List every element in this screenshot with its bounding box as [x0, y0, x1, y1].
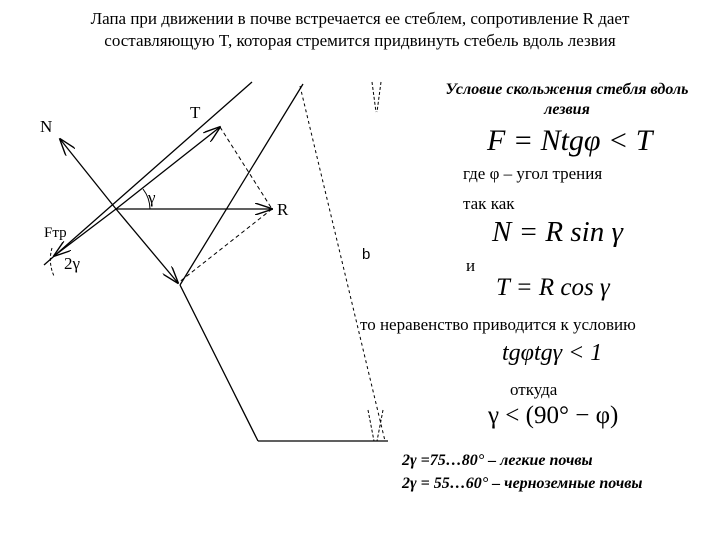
label-Ftr: Fтр	[44, 225, 67, 241]
inequality-text: то неравенство приводится к условию	[360, 315, 636, 334]
label-N: N	[40, 117, 53, 136]
force-N-reversed-vector	[116, 209, 178, 283]
force-N-vector	[60, 139, 116, 209]
formula-sliding-condition: F = Ntgφ < T	[487, 124, 653, 157]
dashed-stem-line	[300, 86, 385, 441]
result-light-soils: 2γ =75…80° – легкие почвы	[402, 452, 593, 469]
blade-line-upper	[44, 82, 252, 265]
condition-heading: Условие скольжения стебля вдоль лезвия	[445, 81, 689, 118]
formula-gamma-limit: γ < (90° − φ)	[488, 402, 619, 429]
label-b: b	[362, 246, 371, 263]
label-R: R	[277, 200, 289, 219]
result-chernozem-soils: 2γ = 55…60° – черноземные почвы	[402, 475, 643, 492]
label-T: T	[190, 103, 201, 122]
tick-bottom	[368, 410, 383, 441]
label-two-gamma: 2γ	[64, 254, 81, 273]
title-line-2: составляющую T, которая стремится придвинуть стебель вдоль лезвия	[104, 31, 616, 50]
formula-tg-product: tgφtgγ < 1	[502, 340, 603, 366]
label-gamma: γ	[148, 188, 156, 207]
title-line-1: Лапа при движении в почве встречается ее стеблем, сопротивление R дает	[90, 9, 630, 28]
where-text: где φ – угол трения	[463, 164, 603, 183]
dashed-R-to-end	[178, 209, 272, 283]
formula-T: T = R cos γ	[496, 274, 610, 301]
tick-top	[372, 82, 381, 112]
two-gamma-arc	[50, 248, 54, 276]
whence-text: откуда	[510, 380, 558, 399]
force-T-vector	[116, 127, 220, 209]
since-text: так как	[463, 194, 515, 213]
stem-line	[180, 285, 258, 441]
formula-N: N = R sin γ	[492, 216, 623, 248]
dashed-T-to-R	[220, 127, 272, 209]
and-text: и	[466, 256, 476, 275]
